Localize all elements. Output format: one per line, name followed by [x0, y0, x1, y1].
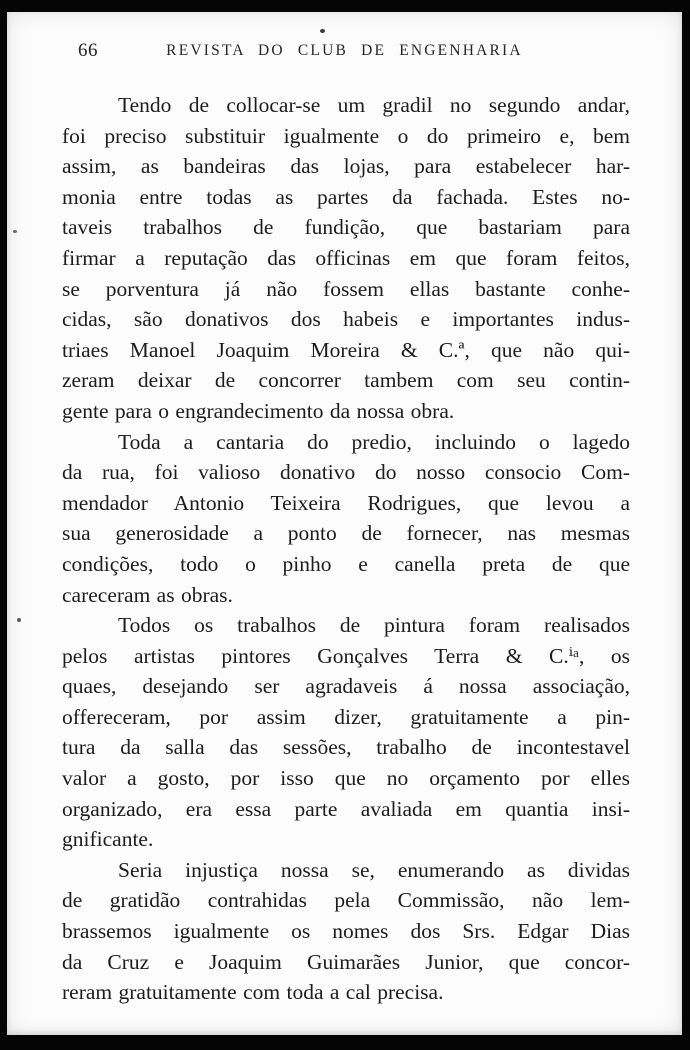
scan-speck	[320, 29, 325, 33]
text-line: gnificante.	[62, 827, 154, 852]
text-line: valor a gosto, por isso que no orçamento por elles	[62, 766, 630, 791]
text-line: careceram as obras.	[62, 582, 233, 607]
paragraph	[62, 610, 630, 855]
paragraph	[62, 855, 630, 1008]
running-header-title: REVISTA DO CLUB DE ENGENHARIA	[166, 42, 523, 59]
text-line: triaes Manoel Joaquim Moreira & C.ª, que não qui-	[62, 337, 630, 362]
text-line: Toda a cantaria do predio, incluindo o lagedo	[118, 429, 630, 454]
page-number: 66	[78, 40, 98, 61]
scan-speck	[17, 618, 21, 622]
text-line: da rua, foi valioso donativo do nosso consocio Com-	[62, 460, 630, 485]
text-line: organizado, era essa parte avaliada em quantia insi-	[62, 796, 630, 821]
scan-speck	[13, 230, 17, 233]
text-line: condições, todo o pinho e canella preta de que	[62, 551, 630, 576]
text-line: Todos os trabalhos de pintura foram realisados	[118, 613, 630, 638]
text-line: sua generosidade a ponto de fornecer, nas mesmas	[62, 521, 630, 546]
text-line: Seria injustiça nossa se, enumerando as dividas	[118, 857, 630, 882]
text-line: reram gratuitamente com toda a cal precisa.	[62, 980, 444, 1005]
page-surface	[7, 12, 682, 1035]
paragraph	[62, 427, 630, 611]
body-text	[62, 90, 630, 1008]
text-line: foi preciso substituir igualmente o do primeiro e, bem	[62, 123, 630, 148]
text-line: da Cruz e Joaquim Guimarães Junior, que concor-	[62, 949, 630, 974]
text-line: gente para o engrandecimento da nossa obra.	[62, 398, 455, 423]
text-line: taveis trabalhos de fundição, que bastariam para	[62, 215, 630, 240]
text-line: mendador Antonio Teixeira Rodrigues, que levou a	[62, 490, 630, 515]
text-line: offereceram, por assim dizer, gratuitamente a pin-	[62, 704, 630, 729]
text-line: brassemos igualmente os nomes dos Srs. Edgar Dias	[62, 919, 630, 944]
text-line: firmar a reputação das officinas em que foram feitos,	[62, 245, 630, 270]
text-line: de gratidão contrahidas pela Commissão, não lem-	[62, 888, 630, 913]
text-line: se porventura já não fossem ellas bastante conhe-	[62, 276, 630, 301]
paragraph	[62, 90, 630, 427]
text-line: monia entre todas as partes da fachada. Estes no-	[62, 184, 630, 209]
text-line: pelos artistas pintores Gonçalves Terra & C.ⁱᵃ, os	[62, 643, 630, 668]
text-line: cidas, são donativos dos habeis e importantes indus-	[62, 307, 630, 332]
text-line: tura da salla das sessões, trabalho de incontestavel	[62, 735, 630, 760]
text-line: Tendo de collocar-se um gradil no segundo andar,	[118, 93, 630, 117]
running-header	[7, 38, 682, 62]
text-line: quaes, desejando ser agradaveis á nossa associação,	[62, 674, 630, 699]
text-line: zeram deixar de concorrer tambem com seu contin-	[62, 368, 630, 393]
text-line: assim, as bandeiras das lojas, para estabelecer har-	[62, 154, 630, 179]
